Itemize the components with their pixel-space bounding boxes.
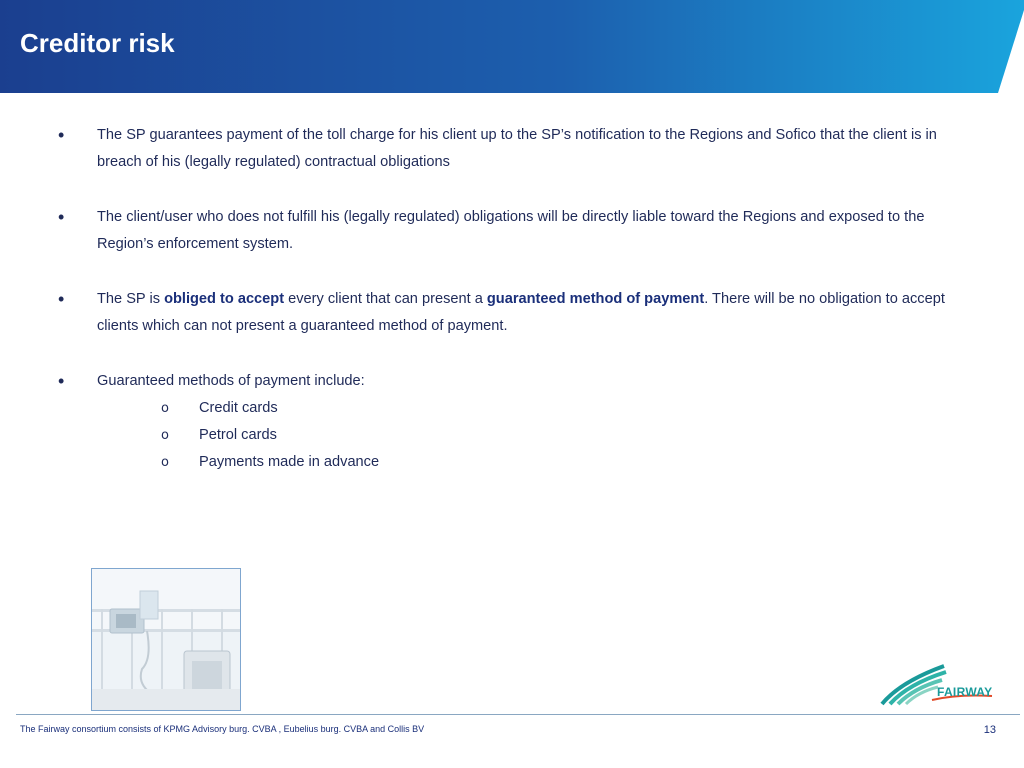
bullet-text-part: The SP is (97, 291, 165, 307)
sub-item-text: Petrol cards (199, 427, 277, 443)
fairway-logo-icon (880, 660, 996, 706)
slide-title: Creditor risk (20, 28, 175, 58)
circle-bullet-icon: o (161, 401, 169, 416)
page-number: 13 (983, 724, 996, 736)
sub-item-text: Payments made in advance (199, 454, 380, 470)
sub-item-text: Credit cards (199, 400, 278, 416)
bullet-icon: • (58, 207, 65, 227)
bullet-item (58, 122, 968, 176)
bullet-text: The client/user who does not fulfill his (legally regulated) obligations will be directly liable toward the Regions and exposed to the Region’s enforcement system. (97, 209, 925, 252)
sub-list-item (97, 422, 968, 449)
sub-list (97, 395, 968, 476)
bullet-icon: • (58, 289, 65, 309)
bullet-item (58, 204, 968, 258)
sub-list-item (97, 395, 968, 422)
photo-illustration (92, 569, 240, 710)
bullet-text-part: every client that can present a (284, 291, 487, 307)
bullet-text: Guaranteed methods of payment include: (97, 373, 365, 389)
circle-bullet-icon: o (161, 428, 169, 443)
bullet-bold-text: guaranteed method of payment (486, 291, 705, 307)
bullet-item (58, 286, 968, 340)
toll-equipment-photo (91, 568, 241, 711)
bullet-text-part: . There will be no obligation to accept clients which can not present a guaranteed method of payment. (97, 291, 945, 334)
bullet-bold-text: obliged to accept (164, 291, 285, 307)
sub-list-item (97, 449, 968, 476)
bullet-icon: • (58, 125, 65, 145)
bullet-icon: • (58, 371, 65, 391)
footer-divider (16, 714, 1020, 715)
bullet-item (58, 368, 968, 476)
slide-content (58, 122, 968, 504)
footer-text: The Fairway consortium consists of KPMG Advisory burg. CVBA , Eubelius burg. CVBA and Collis BV (20, 724, 425, 734)
circle-bullet-icon: o (161, 455, 169, 470)
slide-header (0, 0, 1024, 93)
bullet-text: The SP guarantees payment of the toll charge for his client up to the SP’s notification to the Regions and Sofico that the client is in breach of his (legally regulated) contractual obligations (97, 127, 937, 170)
logo-text: FAIRWAY (937, 685, 993, 699)
